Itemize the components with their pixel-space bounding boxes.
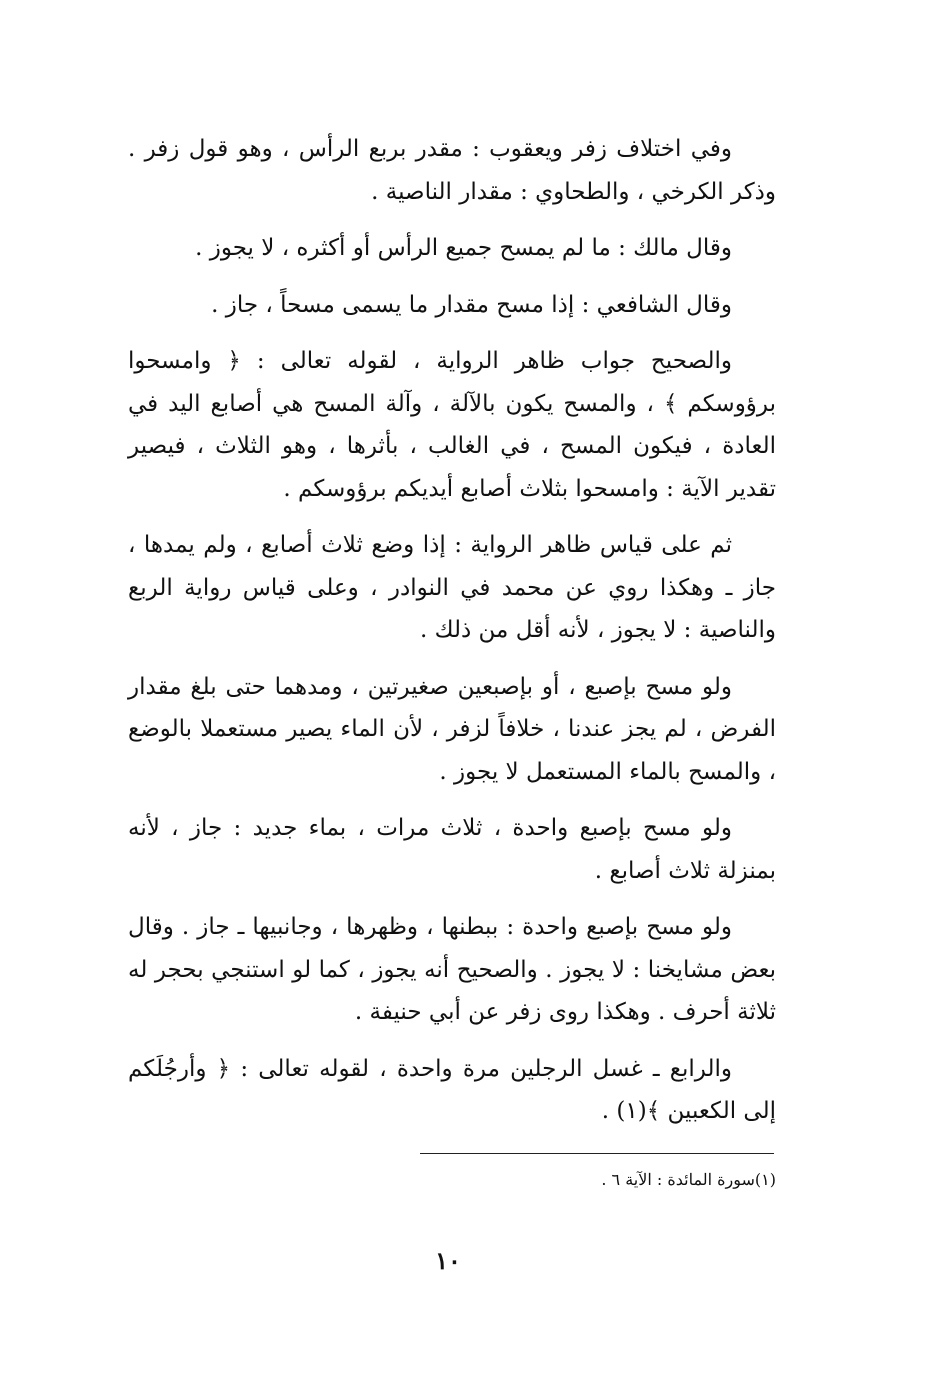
- footnote-separator: [420, 1153, 774, 1154]
- paragraph: [128, 340, 776, 510]
- text-line: ثم على قياس ظاهر الرواية : إذا وضع ثلاث أصابع ، ولم يمدها ،: [128, 532, 732, 558]
- paragraph: [128, 227, 776, 270]
- text-line: بعض مشايخنا : لا يجوز . والصحيح أنه يجوز ، كما لو استنجي بحجر له: [128, 956, 776, 983]
- text-line: ولو مسح بإصبع واحدة : ببطنها ، وظهرها ، وجانبيها ـ جاز . وقال: [128, 914, 732, 940]
- text-line: والصحيح جواب ظاهر الرواية ، لقوله تعالى : ﴿ وامسحوا: [128, 348, 732, 374]
- paragraph: [128, 524, 776, 652]
- text-line: وقال الشافعي : إذا مسح مقدار ما يسمى مسحاً ، جاز .: [211, 291, 732, 318]
- text-line: الآية : وامسحوا بثلاث أصابع أيديكم برؤوسكم .: [283, 475, 720, 502]
- paragraph: [128, 284, 776, 327]
- text-line: الكعبين ﴾(١) .: [601, 1098, 737, 1124]
- text-line: والناصية : لا يجوز ، لأنه أقل من ذلك .: [419, 617, 776, 643]
- text-body: [128, 128, 776, 1133]
- paragraph: [128, 807, 776, 892]
- text-line: وقال مالك : ما لم يمسح جميع الرأس أو أكثره ، لا يجوز .: [195, 235, 732, 261]
- paragraph: [128, 128, 776, 213]
- text-line: والرابع ـ غسل الرجلين مرة واحدة ، لقوله تعالى : ﴿ وأرجُلَكم إلى: [128, 1055, 776, 1124]
- text-line: والمسح بالماء المستعمل لا يجوز .: [439, 758, 762, 785]
- text-line: وذكر الكرخي ، والطحاوي : مقدار الناصية .: [371, 178, 776, 205]
- paragraph: [128, 666, 776, 794]
- text-line: العادة ، فيكون المسح ، في الغالب ، بأثرها ، وهو الثلاث ، فيصير تقدير: [128, 433, 776, 502]
- paragraph: [128, 1048, 776, 1133]
- text-line: ولو مسح بإصبع واحدة ، ثلاث مرات ، بماء جديد : جاز ، لأنه: [128, 815, 732, 841]
- text-line: الفرض ، لم يجز عندنا ، خلافاً لزفر ، لأن الماء يصير مستعملا بالوضع ،: [128, 716, 776, 785]
- text-line: وفي اختلاف زفر ويعقوب : مقدر بربع الرأس ، وهو قول زفر .: [128, 136, 732, 162]
- text-line: برؤوسكم ﴾ ، والمسح يكون بالآلة ، وآلة المسح هي أصابع اليد في: [128, 390, 776, 417]
- text-line: ولو مسح بإصبع ، أو بإصبعين صغيرتين ، ومدهما حتى بلغ مقدار: [128, 673, 732, 700]
- footnote: (١)سورة المائدة : الآية ٦ .: [601, 1170, 776, 1189]
- text-line: بمنزلة ثلاث أصابع .: [594, 857, 776, 884]
- text-line: جاز ـ وهكذا روي عن محمد في النوادر ، وعلى قياس رواية الربع: [128, 574, 776, 601]
- page-number: ١٠: [435, 1246, 461, 1275]
- text-line: ثلاثة أحرف . وهكذا روى زفر عن أبي حنيفة .: [354, 999, 776, 1025]
- paragraph: [128, 906, 776, 1034]
